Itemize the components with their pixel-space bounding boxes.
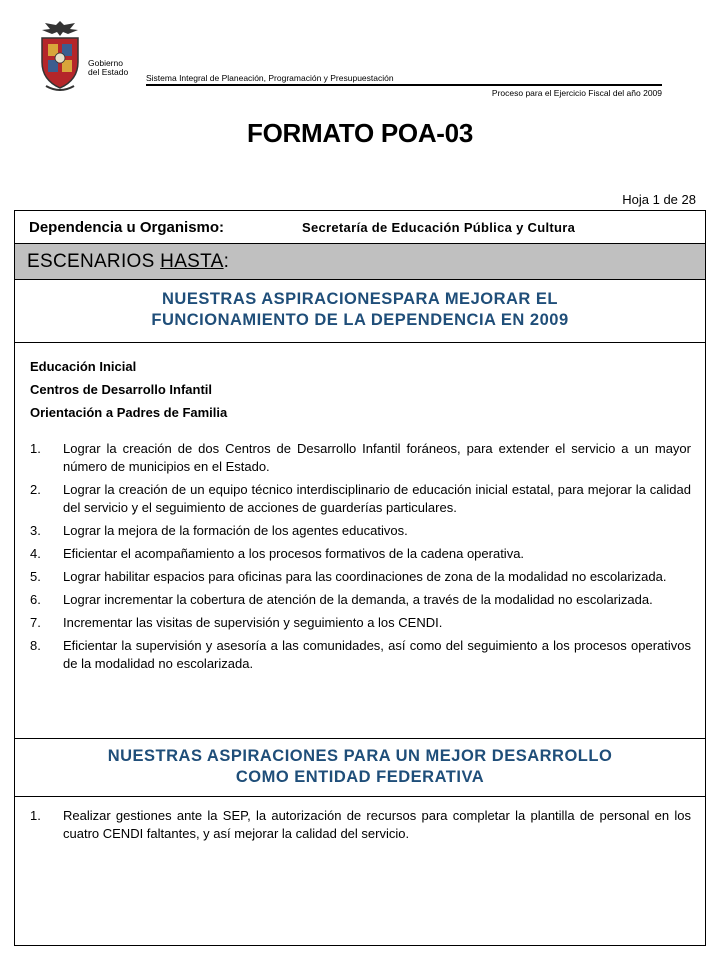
item-number: 6. [30,592,41,607]
item-text: Realizar gestiones ante la SEP, la autorización de recursos para completar la plantilla de personal en los cuatro CENDI faltantes, y así mejorar la calidad del servicio. [63,808,691,841]
item-number: 5. [30,569,41,584]
section1-list [30,440,691,673]
dependencia-label: Dependencia u Organismo: [29,218,225,236]
item-text: Lograr incrementar la cobertura de atención de la demanda, a través de la modalidad no escolarizada. [63,592,653,607]
escenarios-header [15,244,705,280]
escenarios-label [15,251,229,273]
list-item [30,481,691,517]
header-rule [146,84,662,86]
list-item [30,522,691,540]
government-line-2: del Estado [88,67,129,77]
list-item [30,440,691,476]
list-item [30,807,691,843]
page-title: FORMATO POA-03 [247,118,473,148]
state-seal-logo [36,18,84,96]
section1-title [15,280,705,343]
item-number: 7. [30,615,41,630]
subtitle-educacion-inicial: Educación Inicial [30,359,137,374]
escenarios-underlined: HASTA [160,250,224,272]
item-text: Incrementar las visitas de supervisión y seguimiento a los CENDI. [63,615,443,630]
page-counter: Hoja 1 de 28 [622,192,696,207]
item-text: Lograr la creación de un equipo técnico interdisciplinario de educación inicial estatal, para mejorar la calidad del servicio y el seguimiento de acciones de guarderías particulares. [63,482,691,515]
dependencia-row [15,211,705,244]
government-line-1: Gobierno [88,58,123,68]
section2-title [15,739,705,797]
escenarios-suffix: : [223,250,230,272]
subtitle-centros-desarrollo: Centros de Desarrollo Infantil [30,382,213,397]
section1-title-line1: NUESTRAS ASPIRACIONESPARA MEJORAR EL [161,290,558,308]
list-item [30,545,691,563]
dependencia-value: Secretaría de Educación Pública y Cultura [302,219,576,235]
system-name: Sistema Integral de Planeación, Programación y Presupuestación [146,73,394,83]
item-number: 2. [30,482,41,497]
list-item [30,637,691,673]
section1-title-line2: FUNCIONAMIENTO DE LA DEPENDENCIA EN 2009 [151,311,569,329]
section2-list [30,807,691,843]
section1-body [15,343,705,739]
section2-title-line2: COMO ENTIDAD FEDERATIVA [235,768,485,786]
item-number: 3. [30,523,41,538]
item-number: 1. [30,441,41,456]
item-text: Lograr la creación de dos Centros de Desarrollo Infantil foráneos, para extender el servicio a un mayor número de municipios en el Estado. [63,441,691,474]
item-number: 1. [30,808,41,823]
item-number: 8. [30,638,41,653]
form-frame [14,210,706,946]
list-item [30,591,691,609]
government-label [88,59,128,77]
item-number: 4. [30,546,41,561]
item-text: Lograr la mejora de la formación de los agentes educativos. [63,523,408,538]
section2-body [15,797,705,843]
list-item [30,568,691,586]
list-item [30,614,691,632]
fiscal-process-label: Proceso para el Ejercicio Fiscal del año 2009 [491,88,662,98]
subtitle-orientacion-padres: Orientación a Padres de Familia [30,405,228,420]
escenarios-prefix: ESCENARIOS [27,250,161,272]
item-text: Lograr habilitar espacios para oficinas para las coordinaciones de zona de la modalidad no escolarizada. [63,569,667,584]
section2-title-line1: NUESTRAS ASPIRACIONES PARA UN MEJOR DESARROLLO [107,747,613,765]
item-text: Eficientar el acompañamiento a los procesos formativos de la cadena operativa. [63,546,525,561]
item-text: Eficientar la supervisión y asesoría a las comunidades, así como del seguimiento a los procesos operativos de la modalidad no escolarizada. [63,638,691,671]
